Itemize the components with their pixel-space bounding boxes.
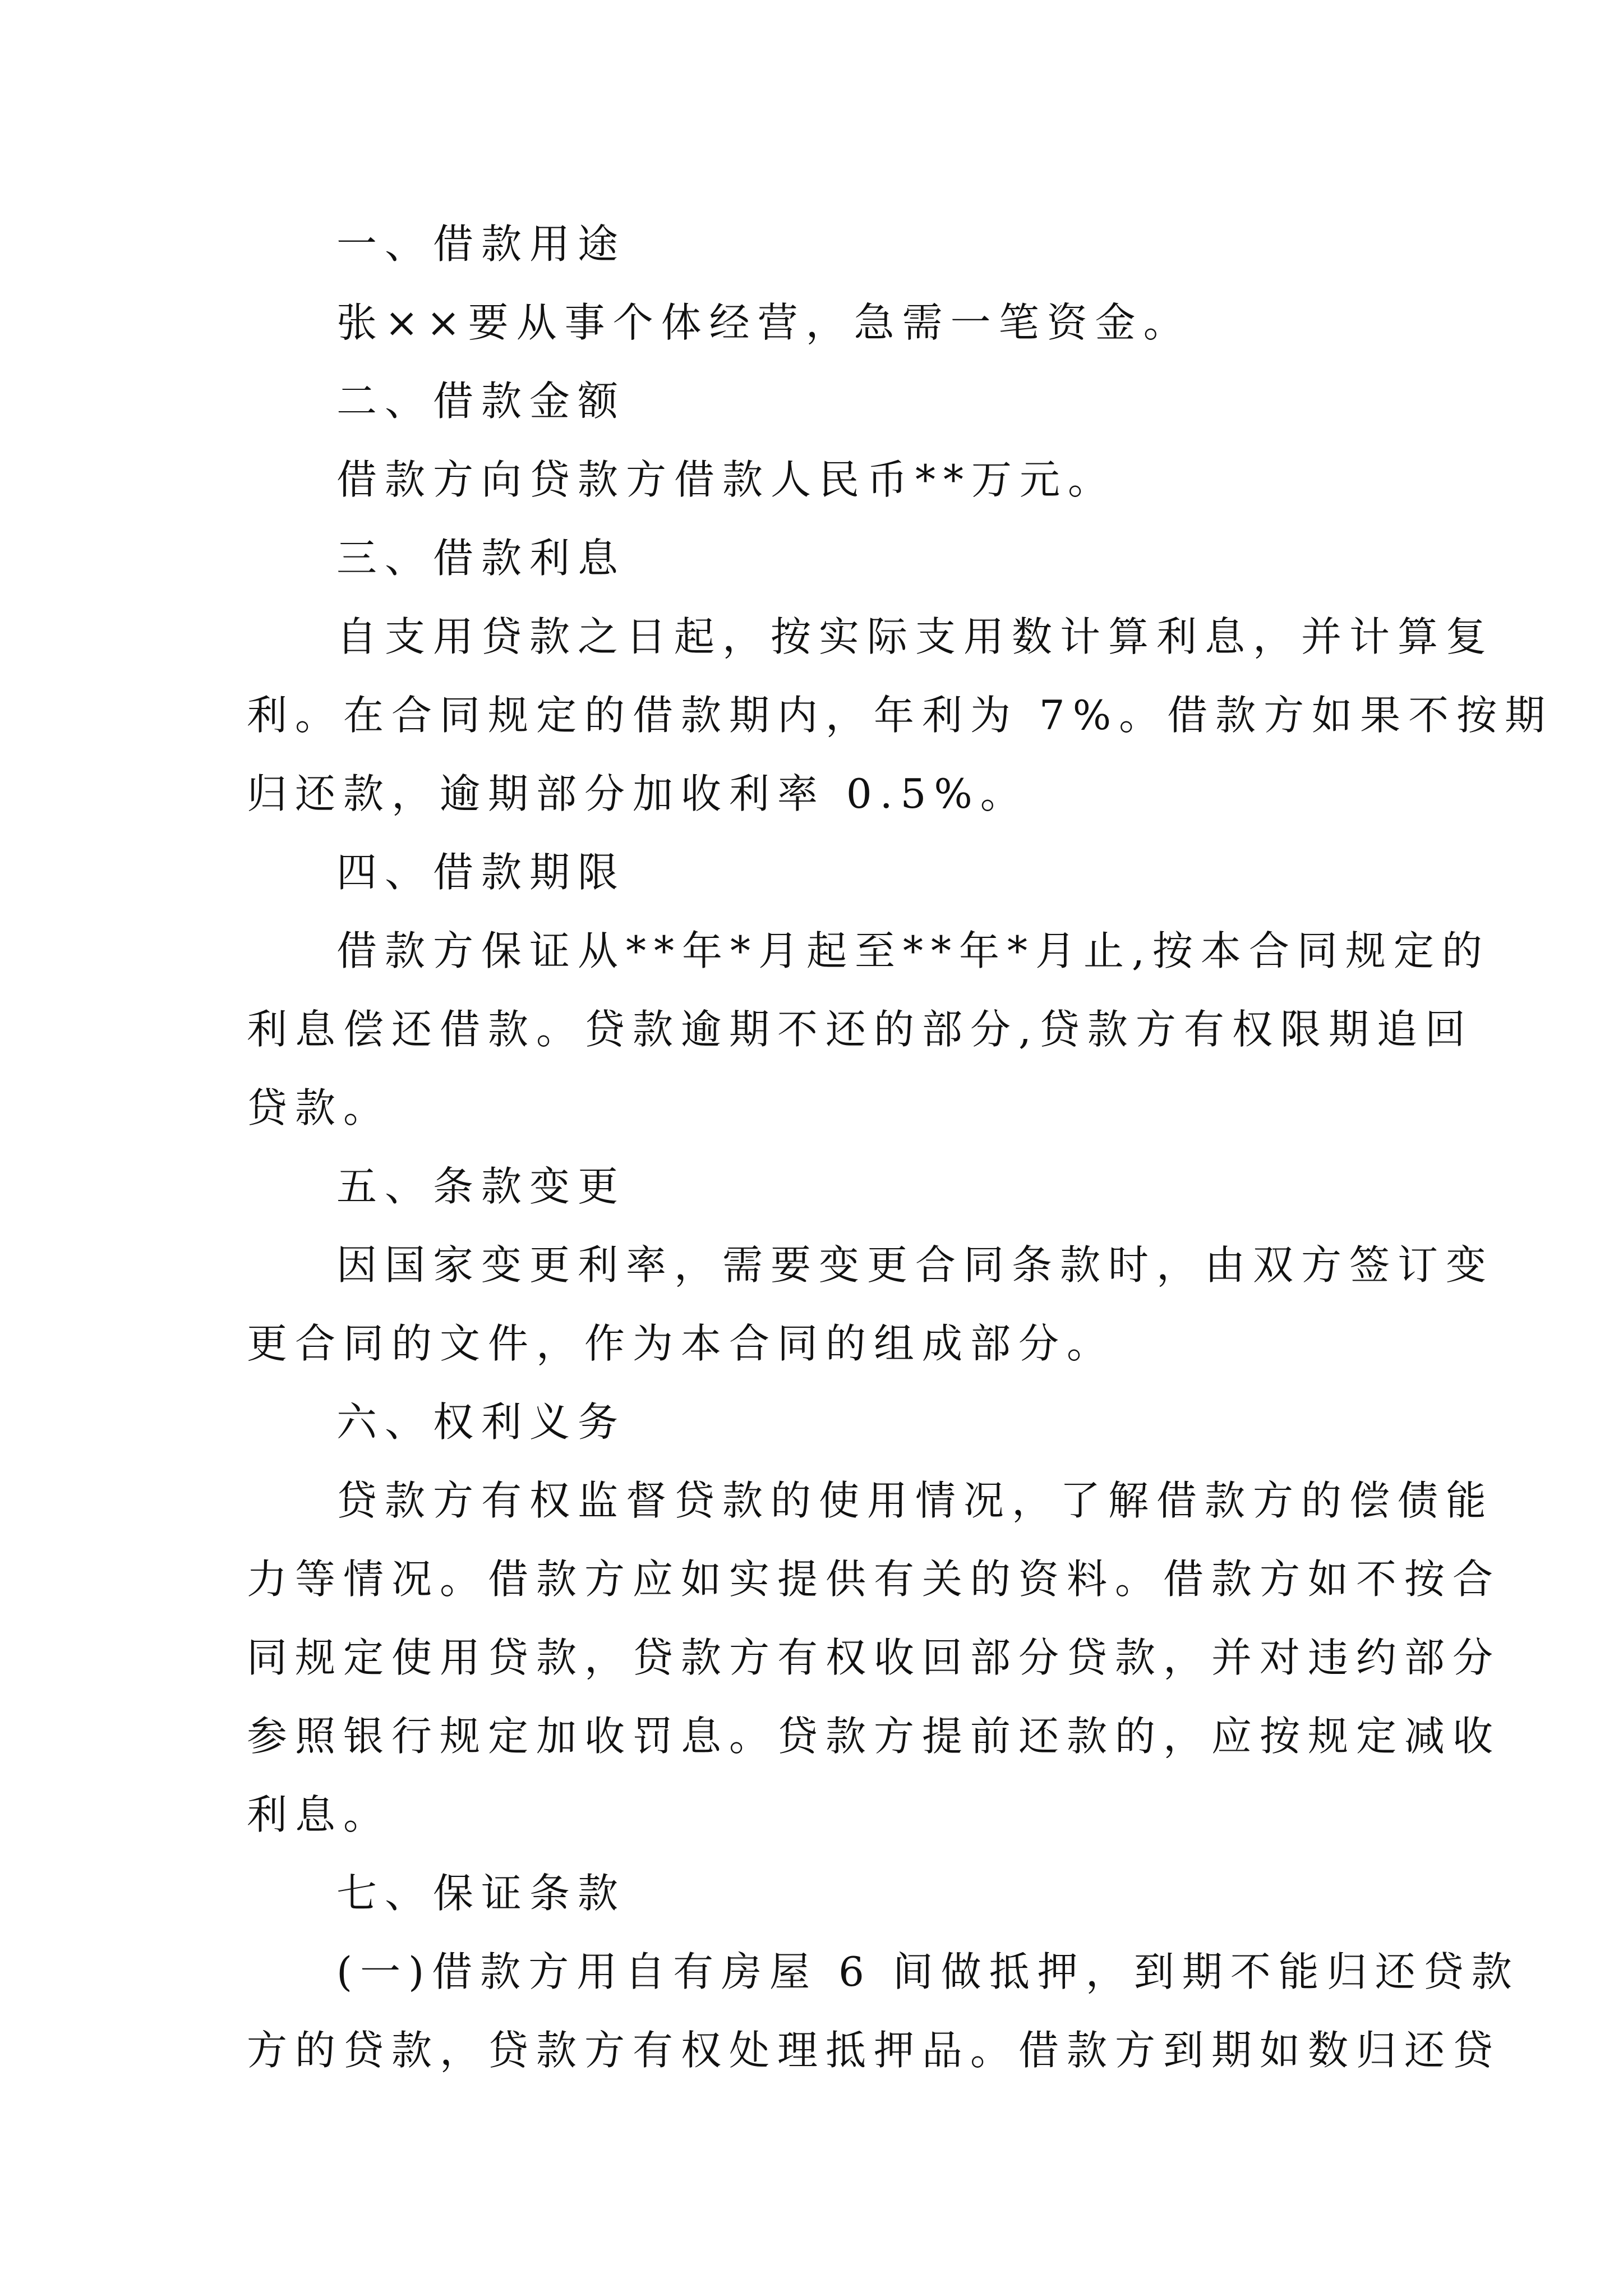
paragraph-line: 利。在合同规定的借款期内，年利为 7%。借款方如果不按期	[247, 692, 1553, 739]
paragraph-line: 归还款，逾期部分加收利率 0.5%。	[247, 770, 1029, 817]
section-heading-changes: 五、条款变更	[336, 1163, 626, 1210]
paragraph-line: 参照银行规定加收罚息。贷款方提前还款的，应按规定减收	[247, 1713, 1501, 1760]
section-heading-amount: 二、借款金额	[336, 378, 626, 425]
paragraph-line: 贷款。	[247, 1084, 392, 1131]
section-heading-term: 四、借款期限	[336, 849, 626, 896]
paragraph-line: 更合同的文件，作为本合同的组成部分。	[247, 1320, 1115, 1367]
paragraph-line: 自支用贷款之日起，按实际支用数计算利息，并计算复	[336, 613, 1495, 660]
paragraph-line: 方的贷款，贷款方有权处理抵押品。借款方到期如数归还贷	[247, 2027, 1501, 2074]
paragraph-line: 因国家变更利率，需要变更合同条款时，由双方签订变	[336, 1241, 1495, 1289]
paragraph-line: 借款方保证从**年*月起至**年*月止,按本合同规定的	[336, 927, 1490, 974]
paragraph-line: (一)借款方用自有房屋 6 间做抵押，到期不能归还贷款	[336, 1948, 1520, 1995]
paragraph-line: 借款方向贷款方借款人民币**万元。	[336, 456, 1117, 503]
section-heading-rights: 六、权利义务	[336, 1398, 626, 1446]
paragraph-line: 利息。	[247, 1791, 392, 1838]
paragraph-line: 同规定使用贷款，贷款方有权收回部分贷款，并对违约部分	[247, 1634, 1501, 1681]
section-heading-guarantee: 七、保证条款	[336, 1870, 626, 1917]
paragraph-line: 贷款方有权监督贷款的使用情况，了解借款方的偿债能	[336, 1477, 1495, 1524]
section-heading-purpose: 一、借款用途	[336, 220, 626, 268]
paragraph-line: 张××要从事个体经营，急需一笔资金。	[336, 299, 1192, 346]
paragraph-line: 利息偿还借款。贷款逾期不还的部分,贷款方有权限期追回	[247, 1006, 1473, 1053]
section-heading-interest: 三、借款利息	[336, 535, 626, 582]
paragraph-line: 力等情况。借款方应如实提供有关的资料。借款方如不按合	[247, 1556, 1501, 1603]
